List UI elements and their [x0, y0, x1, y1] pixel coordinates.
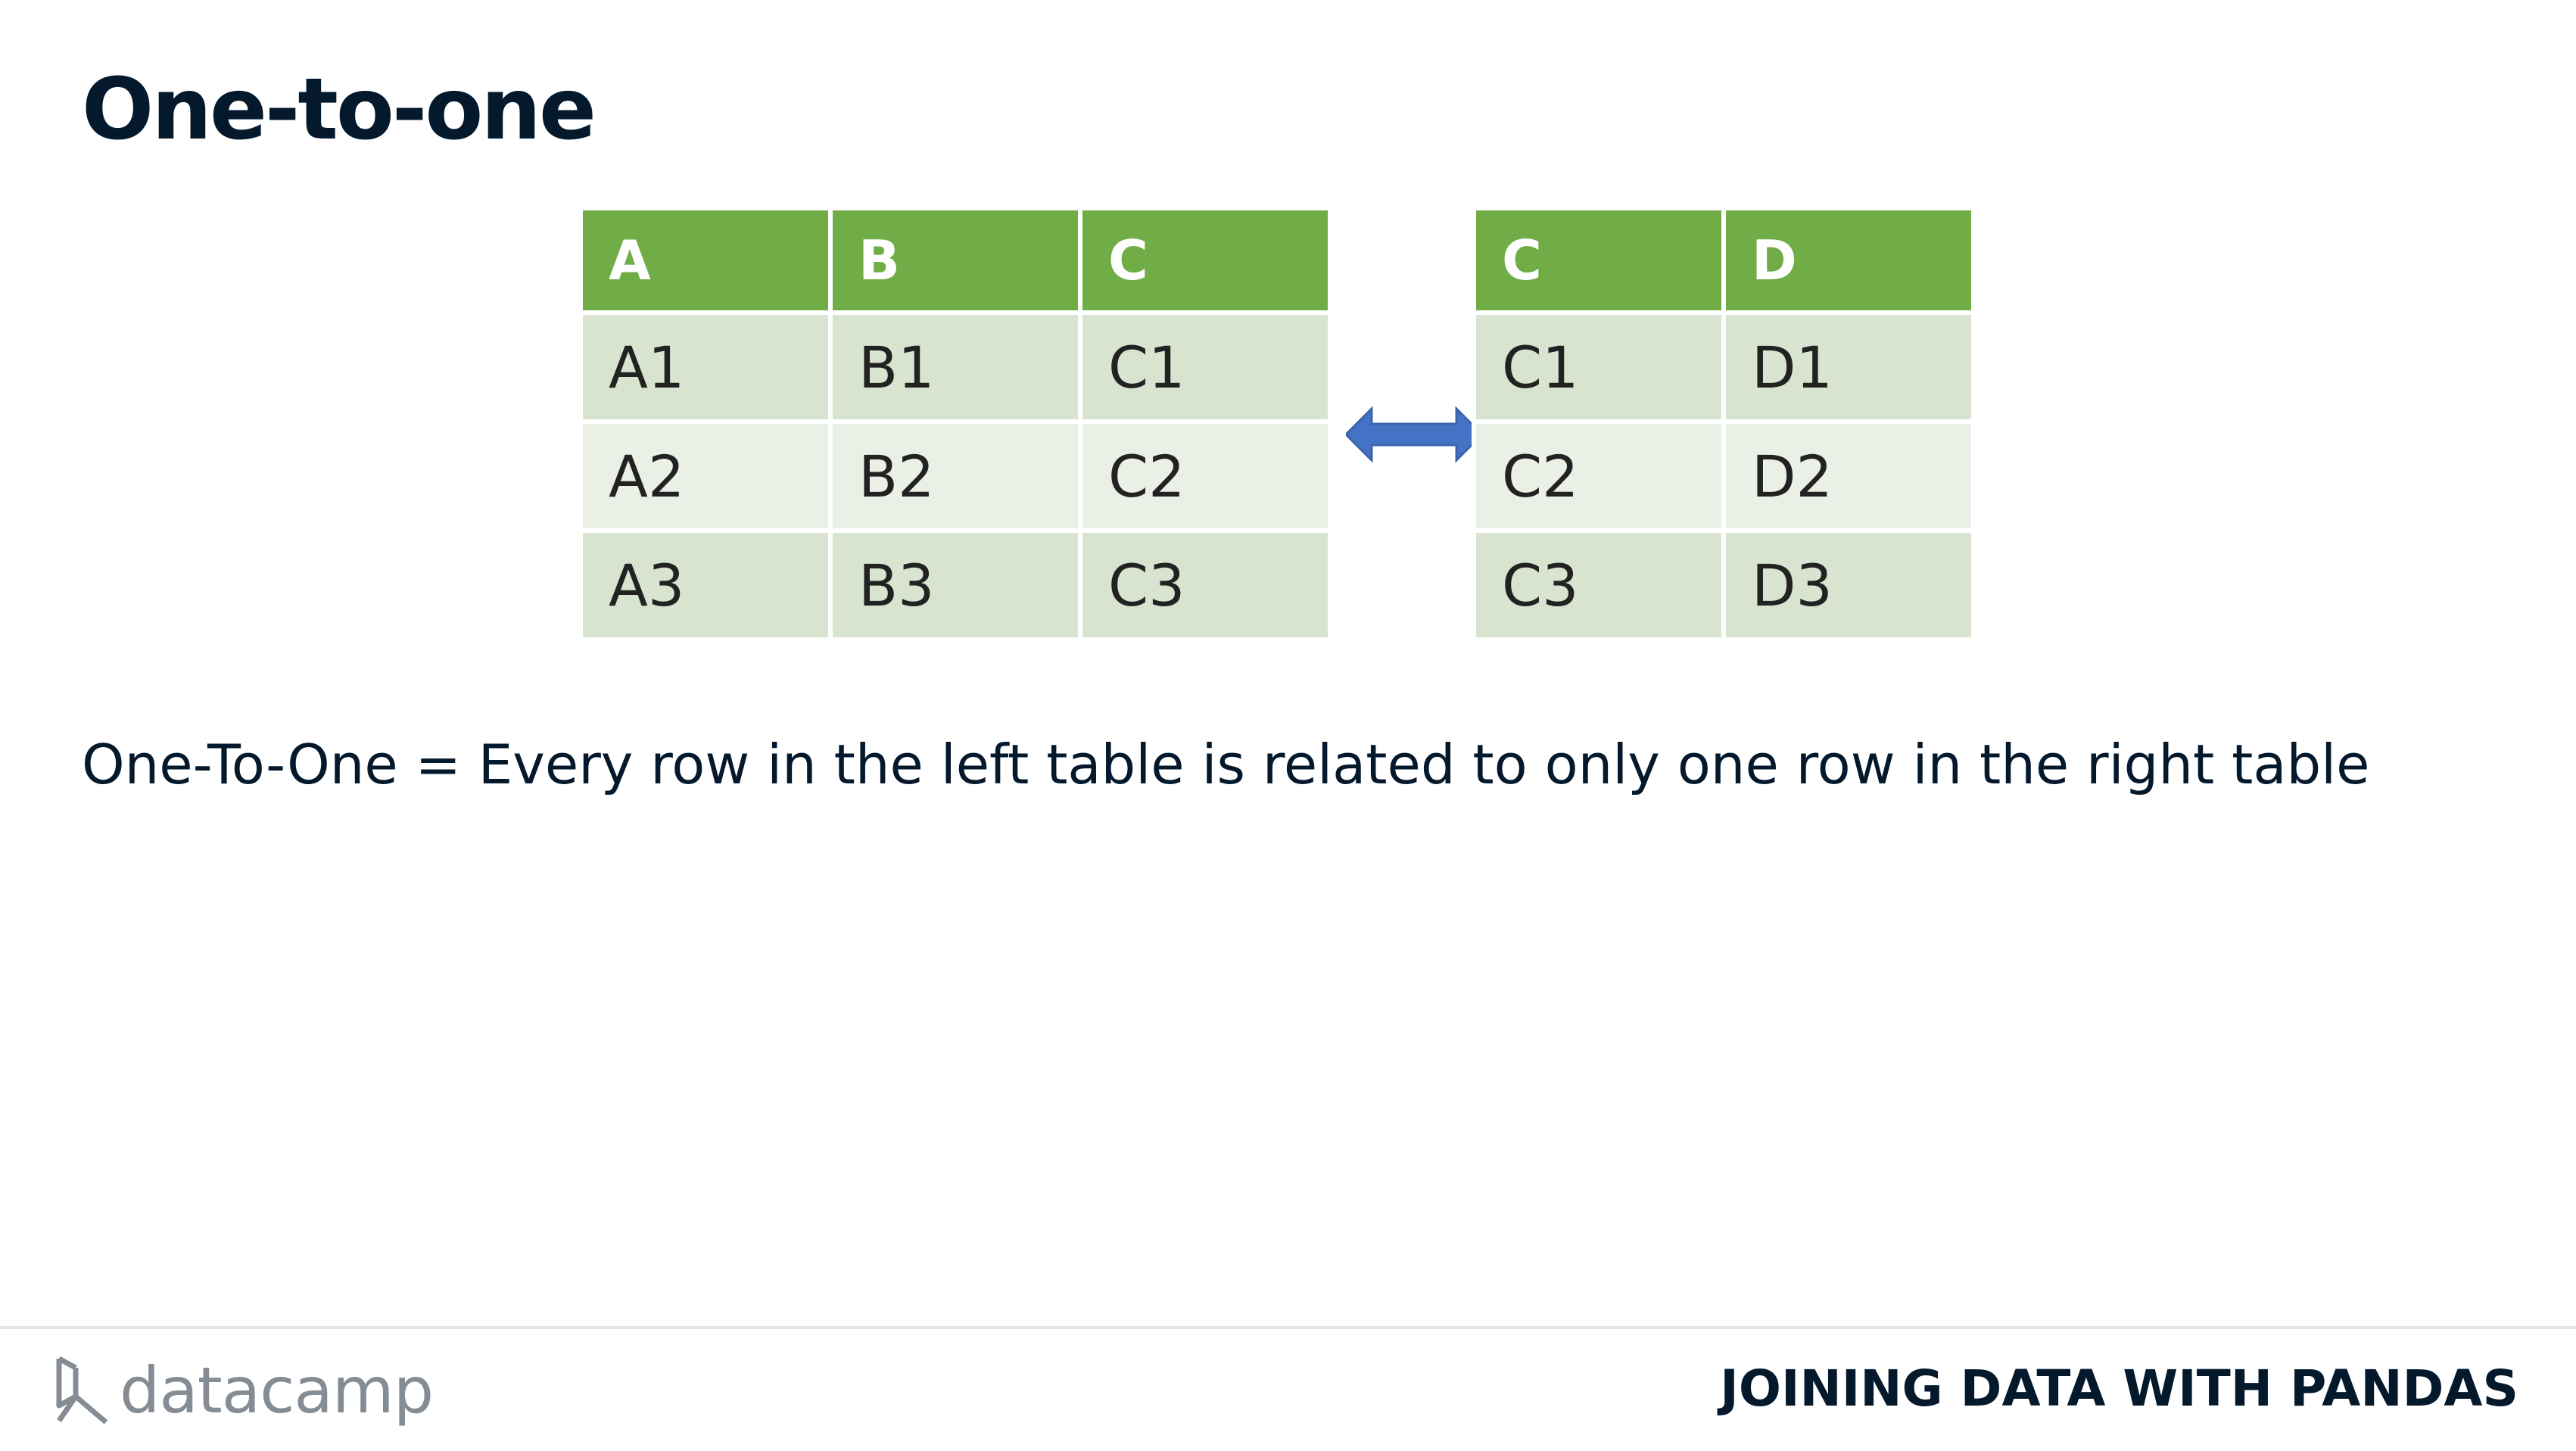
table-header-row	[583, 210, 1328, 310]
table-cell: C3	[1476, 533, 1721, 637]
table-cell: C3	[1082, 533, 1328, 637]
datacamp-logo-icon	[53, 1353, 114, 1428]
table-cell: A1	[583, 315, 828, 419]
table-cell: A2	[583, 424, 828, 528]
table-cell: A3	[583, 533, 828, 637]
table-cell: C1	[1082, 315, 1328, 419]
table-cell: B1	[833, 315, 1078, 419]
table-row	[583, 315, 1328, 419]
footer-divider	[0, 1326, 2576, 1329]
column-header: A	[583, 210, 828, 310]
table-cell: C1	[1476, 315, 1721, 419]
right-table	[1472, 206, 1976, 642]
table-row	[1476, 533, 1971, 637]
table-cell: C2	[1476, 424, 1721, 528]
table-cell: B3	[833, 533, 1078, 637]
table-row	[583, 424, 1328, 528]
table-cell: D1	[1726, 315, 1971, 419]
column-header: C	[1476, 210, 1721, 310]
table-header-row	[1476, 210, 1971, 310]
table-row	[1476, 424, 1971, 528]
column-header: C	[1082, 210, 1328, 310]
left-table	[578, 206, 1332, 642]
course-name: JOINING DATA WITH PANDAS	[1720, 1359, 2518, 1418]
table-row	[583, 533, 1328, 637]
table-cell: D3	[1726, 533, 1971, 637]
double-arrow-icon	[1346, 404, 1482, 465]
logo-text: datacamp	[120, 1353, 434, 1428]
table-cell: C2	[1082, 424, 1328, 528]
table-cell: D2	[1726, 424, 1971, 528]
column-header: B	[833, 210, 1078, 310]
datacamp-logo[interactable]	[53, 1349, 433, 1432]
table-cell: B2	[833, 424, 1078, 528]
table-row	[1476, 315, 1971, 419]
slide-title: One-to-one	[82, 61, 594, 159]
slide-caption: One-To-One = Every row in the left table is related to only one row in the right table	[82, 733, 2370, 796]
column-header: D	[1726, 210, 1971, 310]
